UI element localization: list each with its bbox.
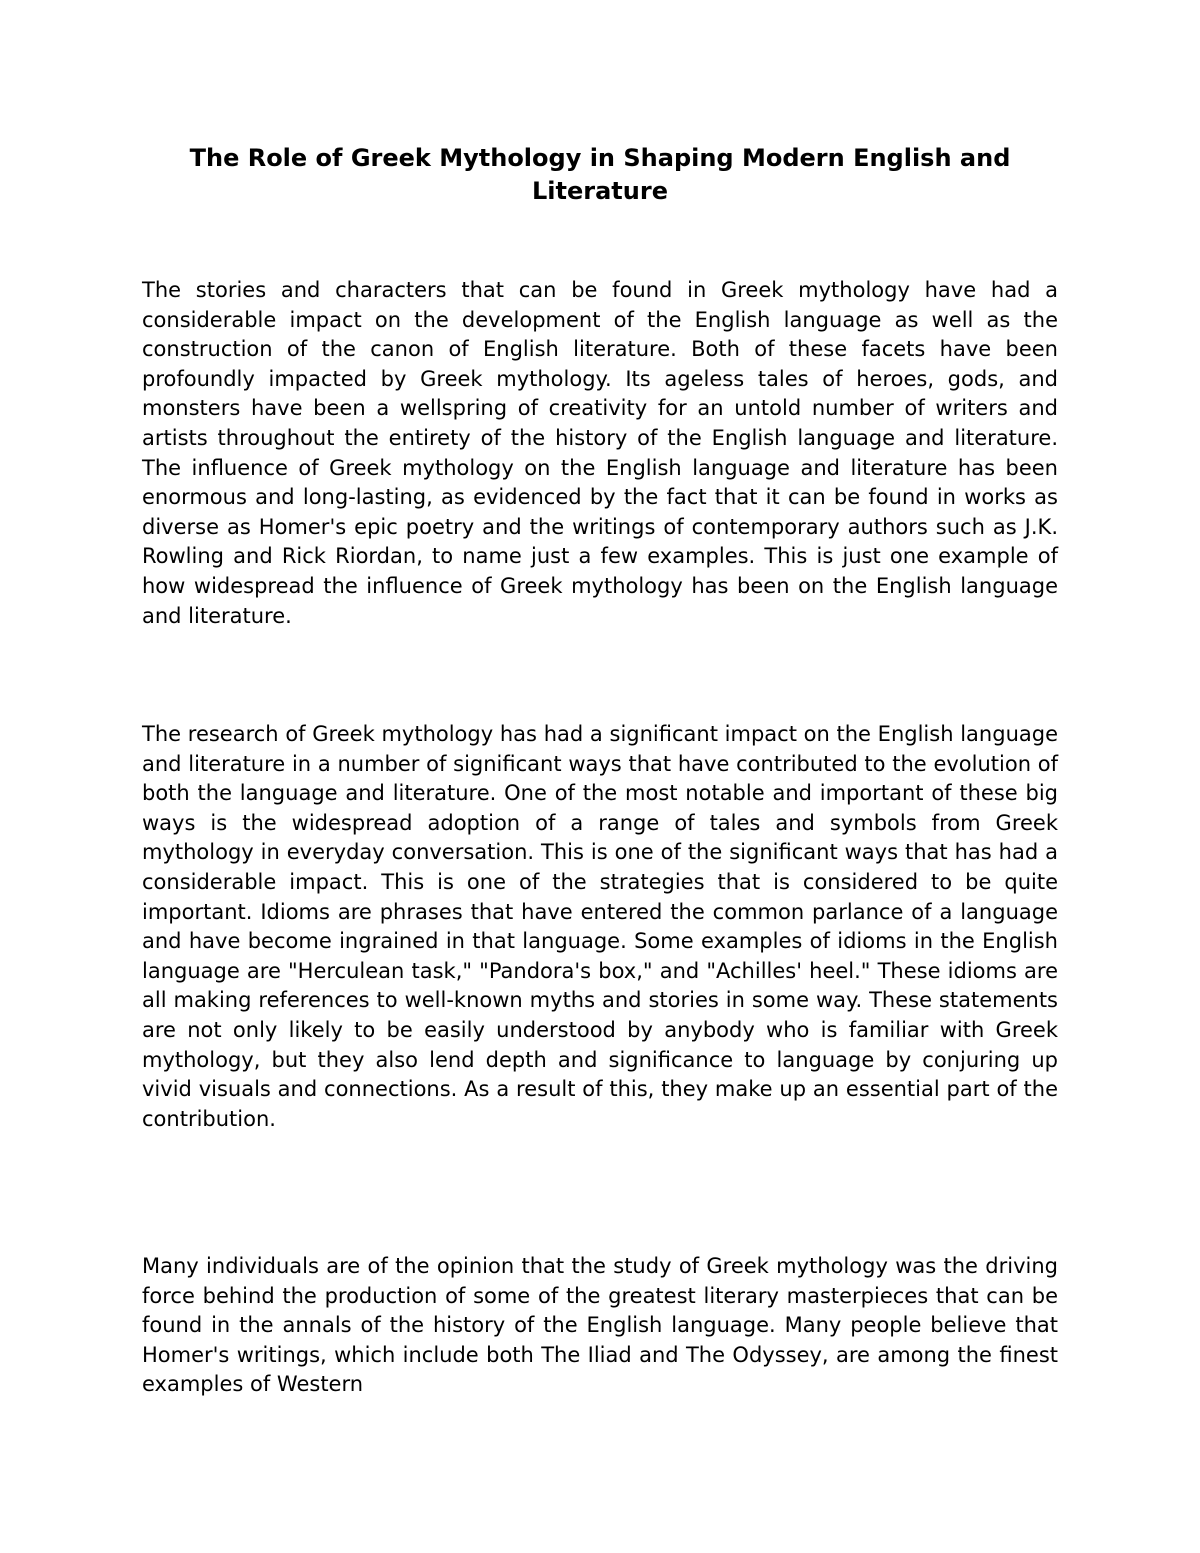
paragraph-1: The stories and characters that can be found in Greek mythology have had a considerable impact on the development of the English language as well as the construction of the canon of English literature. Both of these facets have been profoundly impacted by Greek mythology. Its ageless tales of heroes, gods, and monsters have been a wellspring of creativity for an untold number of writers and artists throughout the entirety of the history of the English language and literature. The influence of Greek mythology on the English language and literature has been enormous and long-lasting, as evidenced by the fact that it can be found in works as diverse as Homer's epic poetry and the writings of contemporary authors such as J.K. Rowling and Rick Riordan, to name just a few examples. This is just one example of how widespread the influence of Greek mythology has been on the English language and literature. xyxy=(142,278,1058,628)
document-title: The Role of Greek Mythology in Shaping Modern English and Literature xyxy=(189,144,1011,205)
paragraph-3: Many individuals are of the opinion that the study of Greek mythology was the driving force behind the production of some of the greatest literary masterpieces that can be found in the annals of the history of the English language. Many people believe that Homer's writings, which include both The Iliad and The Odyssey, are among the finest examples of Western xyxy=(142,1254,1058,1397)
paragraph-2: The research of Greek mythology has had a significant impact on the English language and literature in a number of significant ways that have contributed to the evolution of both the language and literature. One of the most notable and important of these big ways is the widespread adoption of a range of tales and symbols from Greek mythology in everyday conversation. This is one of the significant ways that has had a considerable impact. This is one of the strategies that is considered to be quite important. Idioms are phrases that have entered the common parlance of a language and have become ingrained in that language. Some examples of idioms in the English language are "Herculean task," "Pandora's box," and "Achilles' heel." These idioms are all making references to well-known myths and stories in some way. These statements are not only likely to be easily understood by anybody who is familiar with Greek mythology, but they also lend depth and significance to language by conjuring up vivid visuals and connections. As a result of this, they make up an essential part of the contribution. xyxy=(142,722,1058,1131)
